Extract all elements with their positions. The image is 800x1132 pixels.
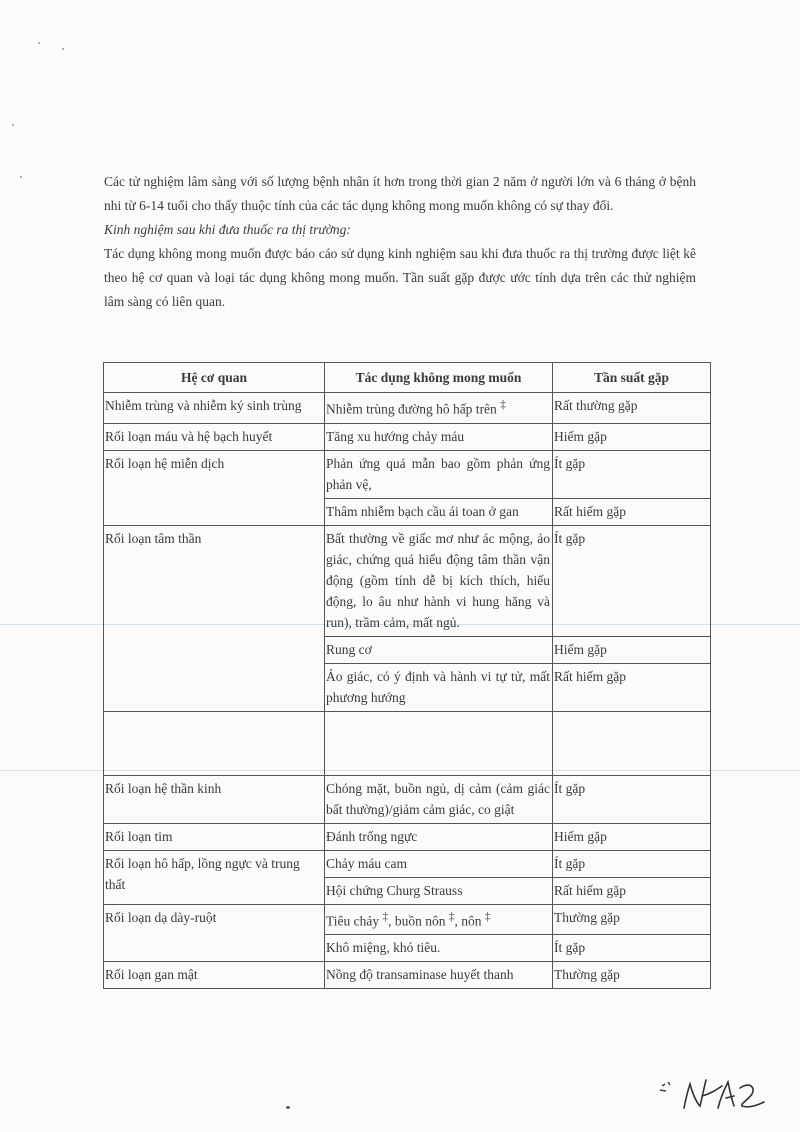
organ-system-cell: Rối loạn gan mật <box>104 962 325 989</box>
footnote-mark: ‡ <box>448 910 455 923</box>
frequency-cell: Hiếm gặp <box>553 423 711 450</box>
frequency-cell: Ít gặp <box>553 525 711 636</box>
table-header-row <box>104 363 711 393</box>
adverse-effect-cell: Nồng độ transaminase huyết thanh <box>325 962 553 989</box>
table-row <box>104 823 711 850</box>
table-row <box>104 850 711 877</box>
organ-system-cell: Rối loạn tâm thần <box>104 525 325 711</box>
table-row-blank <box>104 711 711 775</box>
empty-cell <box>104 711 325 775</box>
adverse-effect-cell <box>325 904 553 935</box>
scan-speck <box>12 124 14 126</box>
intro-paragraph-1: Các tử nghiệm lâm sàng với số lượng bệnh nhân ít hơn trong thời gian 2 năm ở người lớn và 6 tháng ở bệnh nhi từ 6-14 tuổi cho thấy thuộc tính của các tác dụng không mong muốn không có sự thay đổi. <box>104 174 696 213</box>
organ-system-cell: Rối loạn hệ miễn dịch <box>104 450 325 525</box>
organ-system-cell: Nhiễm trùng và nhiễm ký sinh trùng <box>104 393 325 424</box>
adverse-effect-text: Tiêu chảy <box>326 913 380 928</box>
adverse-effect-cell: Thâm nhiễm bạch cầu ái toan ở gan <box>325 498 553 525</box>
header-frequency: Tần suất gặp <box>553 363 711 393</box>
organ-system-cell: Rối loạn dạ dày-ruột <box>104 904 325 962</box>
table-row <box>104 525 711 636</box>
section-heading: Kinh nghiệm sau khi đưa thuốc ra thị trường: <box>104 222 351 237</box>
footnote-mark: ‡ <box>484 910 491 923</box>
frequency-cell: Rất hiếm gặp <box>553 498 711 525</box>
organ-system-cell: Rối loạn hô hấp, lồng ngực và trung thất <box>104 850 325 904</box>
adverse-effect-cell: Khô miệng, khó tiêu. <box>325 935 553 962</box>
frequency-cell: Ít gặp <box>553 850 711 877</box>
frequency-cell: Ít gặp <box>553 775 711 823</box>
intro-text <box>104 170 696 314</box>
adverse-effect-text: , nôn <box>454 913 482 928</box>
table-row <box>104 904 711 935</box>
header-adverse-effect: Tác dụng không mong muốn <box>325 363 553 393</box>
adverse-effect-cell <box>325 393 553 424</box>
footnote-mark: ‡ <box>500 399 506 411</box>
adverse-effect-cell: Tăng xu hướng chảy máu <box>325 423 553 450</box>
scan-speck <box>20 176 22 178</box>
frequency-cell: Thường gặp <box>553 962 711 989</box>
footnote-mark: ‡ <box>382 910 389 923</box>
adverse-effect-text: Nhiễm trùng đường hô hấp trên <box>326 401 497 417</box>
table-row <box>104 450 711 498</box>
scan-speck <box>38 42 40 44</box>
organ-system-cell: Rối loạn tim <box>104 823 325 850</box>
intro-paragraph-2: Tác dụng không mong muốn được báo cáo sử dụng kinh nghiệm sau khi đưa thuốc ra thị trường được liệt kê theo hệ cơ quan và loại tác dụng không mong muốn. Tần suất gặp được ước tính dựa trên các thử nghiệm lâm sàng có liên quan. <box>104 246 696 309</box>
frequency-cell: Rất thường gặp <box>553 393 711 424</box>
empty-cell <box>553 711 711 775</box>
adverse-effect-cell: Chảy máu cam <box>325 850 553 877</box>
organ-system-cell: Rối loạn máu và hệ bạch huyết <box>104 423 325 450</box>
scan-speck <box>62 48 64 50</box>
table-row <box>104 775 711 823</box>
frequency-cell: Ít gặp <box>553 935 711 962</box>
table-row <box>104 423 711 450</box>
adverse-effect-cell: Bất thường về giấc mơ như ác mộng, ảo giác, chứng quá hiếu động tâm thần vận động (gồm tính dễ bị kích thích, hiếu động, lo âu như hành vi hung hăng và run), trầm cảm, mất ngủ. <box>325 525 553 636</box>
header-organ-system: Hệ cơ quan <box>104 363 325 393</box>
adverse-effect-cell: Đánh trống ngực <box>325 823 553 850</box>
adverse-effect-cell: Phản ứng quá mẫn bao gồm phản ứng phản vệ, <box>325 450 553 498</box>
organ-system-cell: Rối loạn hệ thần kinh <box>104 775 325 823</box>
adverse-effect-cell: Hội chứng Churg Strauss <box>325 877 553 904</box>
frequency-cell: Ít gặp <box>553 450 711 498</box>
adverse-effect-text: , buồn nôn <box>388 913 446 928</box>
table-row <box>104 962 711 989</box>
table-row <box>104 393 711 424</box>
handwritten-signature <box>656 1068 766 1118</box>
frequency-cell: Hiếm gặp <box>553 823 711 850</box>
adverse-effects-table <box>103 362 711 989</box>
scan-speck <box>286 1106 290 1109</box>
frequency-cell: Hiếm gặp <box>553 636 711 663</box>
adverse-effect-cell: Ảo giác, có ý định và hành vi tự tử, mất phương hướng <box>325 663 553 711</box>
frequency-cell: Rất hiếm gặp <box>553 877 711 904</box>
adverse-effect-cell: Chóng mặt, buồn ngủ, dị cảm (cảm giác bất thường)/giảm cảm giác, co giật <box>325 775 553 823</box>
adverse-effect-cell: Rung cơ <box>325 636 553 663</box>
frequency-cell: Rất hiếm gặp <box>553 663 711 711</box>
frequency-cell: Thường gặp <box>553 904 711 935</box>
empty-cell <box>325 711 553 775</box>
